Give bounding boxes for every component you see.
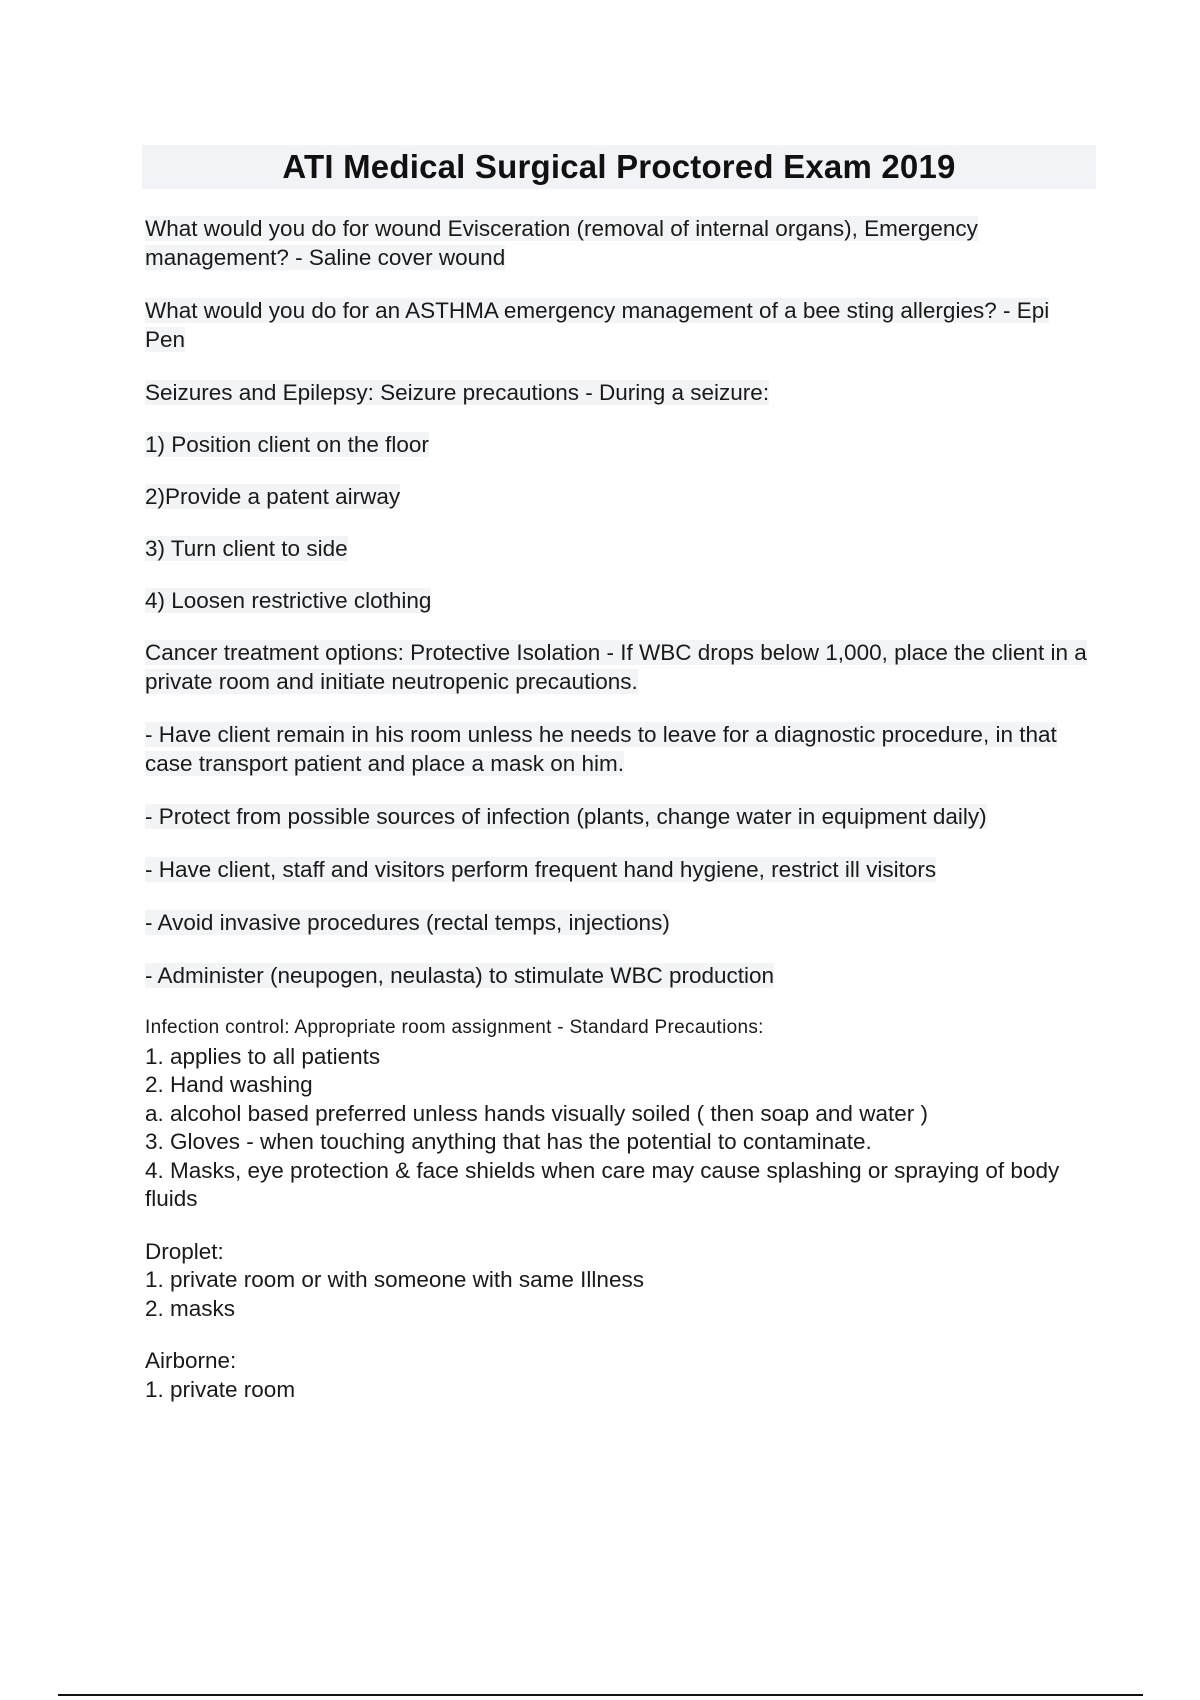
seizure-heading (145, 378, 1090, 407)
seizure-step (145, 586, 1090, 615)
droplet-item: 2. masks (145, 1295, 236, 1321)
question-asthma (145, 296, 1090, 354)
seizure-step (145, 430, 1090, 459)
seizure-step-text: 1) Position client on the floor (145, 432, 429, 457)
seizure-step-text: 4) Loosen restrictive clothing (145, 588, 432, 613)
seizure-step-text: 2)Provide a patent airway (145, 484, 401, 509)
seizure-step-text: 3) Turn client to side (145, 536, 348, 561)
cancer-item (145, 961, 1090, 990)
cancer-item-text: - Avoid invasive procedures (rectal temps, injections) (145, 910, 670, 935)
seizure-step (145, 482, 1090, 511)
standard-item: 4. Masks, eye protection & face shields when care may cause splashing or spraying of body fluids (145, 1157, 1060, 1211)
standard-item: 1. applies to all patients (145, 1043, 381, 1069)
footer-divider (58, 1694, 1143, 1696)
standard-item: a. alcohol based preferred unless hands visually soiled ( then soap and water ) (145, 1100, 928, 1126)
droplet-block (145, 1238, 1090, 1324)
droplet-item: 1. private room or with someone with same Illness (145, 1267, 644, 1292)
airborne-block (145, 1347, 1090, 1404)
cancer-item-text: - Have client, staff and visitors perform frequent hand hygiene, restrict ill visitors (145, 857, 937, 882)
cancer-item (145, 908, 1090, 937)
infection-heading: Infection control: Appropriate room assignment - Standard Precautions: (145, 1017, 764, 1038)
document-body (145, 214, 1090, 1428)
cancer-item (145, 855, 1090, 884)
cancer-item-text: - Have client remain in his room unless he needs to leave for a diagnostic procedure, in that case transport patient and place a mask on him. (145, 722, 1057, 776)
cancer-item-text: - Administer (neupogen, neulasta) to stimulate WBC production (145, 963, 775, 988)
droplet-heading: Droplet: (145, 1238, 224, 1264)
question-evisceration (145, 214, 1090, 272)
cancer-item (145, 720, 1090, 778)
cancer-intro (145, 638, 1090, 696)
airborne-heading: Airborne: (145, 1348, 237, 1373)
question-evisceration-text: What would you do for wound Evisceration (removal of internal organs), Emergency management? - Saline cover wound (145, 216, 978, 270)
standard-item: 3. Gloves - when touching anything that has the potential to contaminate. (145, 1129, 872, 1154)
airborne-item: 1. private room (145, 1376, 296, 1402)
seizure-step (145, 534, 1090, 563)
cancer-item-text: - Protect from possible sources of infection (plants, change water in equipment daily) (145, 804, 987, 829)
cancer-item (145, 802, 1090, 831)
seizure-heading-text: Seizures and Epilepsy: Seizure precautions - During a seizure: (145, 380, 770, 405)
cancer-intro-text: Cancer treatment options: Protective Isolation - If WBC drops below 1,000, place the client in a private room and initiate neutropenic precautions. (145, 640, 1087, 694)
standard-precautions-block (145, 1014, 1090, 1214)
title-bar (142, 145, 1096, 189)
question-asthma-text: What would you do for an ASTHMA emergency management of a bee sting allergies? - Epi Pen (145, 298, 1050, 352)
page-title: ATI Medical Surgical Proctored Exam 2019 (282, 148, 956, 185)
standard-item: 2. Hand washing (145, 1072, 313, 1097)
